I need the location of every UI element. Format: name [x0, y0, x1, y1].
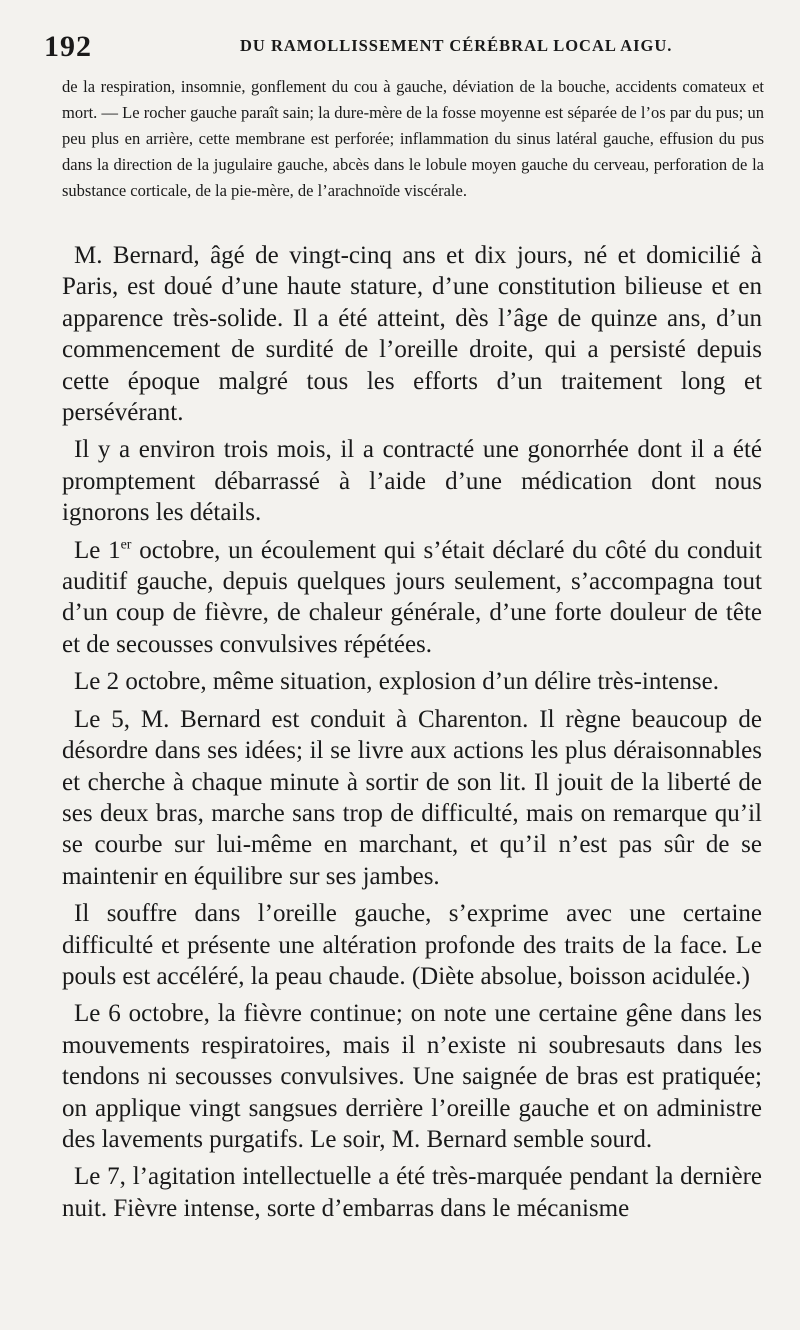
paragraph: M. Bernard, âgé de vingt-cinq ans et dix jours, né et domicilié à Paris, est doué d’une haute stature, d’une constitution bilieuse et en apparence très-solide. Il a été atteint, dès l’âge de quinze ans, d’un commencement de surdité de l’oreille droite, qui a persisté depuis cette époque malgré tous les efforts d’un traitement long et persévérant. — [62, 242, 762, 427]
paragraph: Il y a environ trois mois, il a contracté une gonorrhée dont il a été promptement débarrassé à l’aide d’une médication dont nous ignorons les détails. — [62, 436, 762, 527]
paragraph: Le 7, l’agitation intellectuelle a été très-marquée pendant la dernière nuit. Fièvre intense, sorte d’embarras dans le mécanisme — [62, 1163, 762, 1222]
page-header — [40, 30, 770, 66]
summary-note — [62, 74, 764, 204]
paragraph — [62, 535, 762, 661]
page-number: 192 — [44, 30, 92, 63]
paragraph: Le 2 octobre, même situation, explosion d’un délire très-intense. — [74, 668, 719, 696]
paragraph: Il souffre dans l’oreille gauche, s’exprime avec une certaine difficulté et présente une altération profonde des traits de la face. Le pouls est accéléré, la peau chaude. (Diète absolue, boisson acidulée.) — [62, 900, 762, 990]
summary-note-text: de la respiration, insomnie, gonflement du cou à gauche, déviation de la bouche, accidents comateux et mort. — Le rocher gauche paraît sain; la dure-mère de la fosse moyenne est séparée de l’os par du pus; un peu plus en arrière, cette membrane est perforée; inflammation du sinus latéral gauche, effusion du pus dans la direction de la jugulaire gauche, abcès dans le lobule moyen gauche du cerveau, perforation de la substance corticale, de la pie-mère, de l’arachnoïde viscérale. — [62, 77, 764, 200]
paragraph: Le 5, M. Bernard est conduit à Charenton. Il règne beaucoup de désordre dans ses idées; il se livre aux actions les plus déraisonnables et cherche à chaque minute à sortir de son lit. Il jouit de la liberté de ses deux bras, marche sans trop de difficulté, mais on remarque qu’il se courbe sur lui-même en marchant, et qu’il n’est pas sûr de se maintenir en équilibre sur ses jambes. — [62, 705, 762, 890]
running-title: DU RAMOLLISSEMENT CÉRÉBRAL LOCAL AIGU. — [240, 36, 673, 55]
date-prefix: Le 1 — [74, 536, 121, 564]
main-text — [62, 240, 762, 1230]
paragraph-text: octobre, un écoulement qui s’était déclaré du côté du conduit auditif gauche, depuis quelques jours seulement, s’accompagna tout d’un coup de fièvre, de chaleur générale, d’une forte douleur de tête et de secousses convulsives répétées. — [62, 536, 762, 658]
paragraph: Le 6 octobre, la fièvre continue; on note une certaine gêne dans les mouvements respiratoires, mais il n’existe ni soubresauts dans les tendons ni secousses convulsives. Une saignée de bras est pratiquée; on applique vingt sangsues derrière l’oreille gauche et on administre des lavements purgatifs. Le soir, M. Bernard semble sourd. — [62, 1000, 762, 1153]
ordinal-superscript: er — [120, 537, 132, 553]
